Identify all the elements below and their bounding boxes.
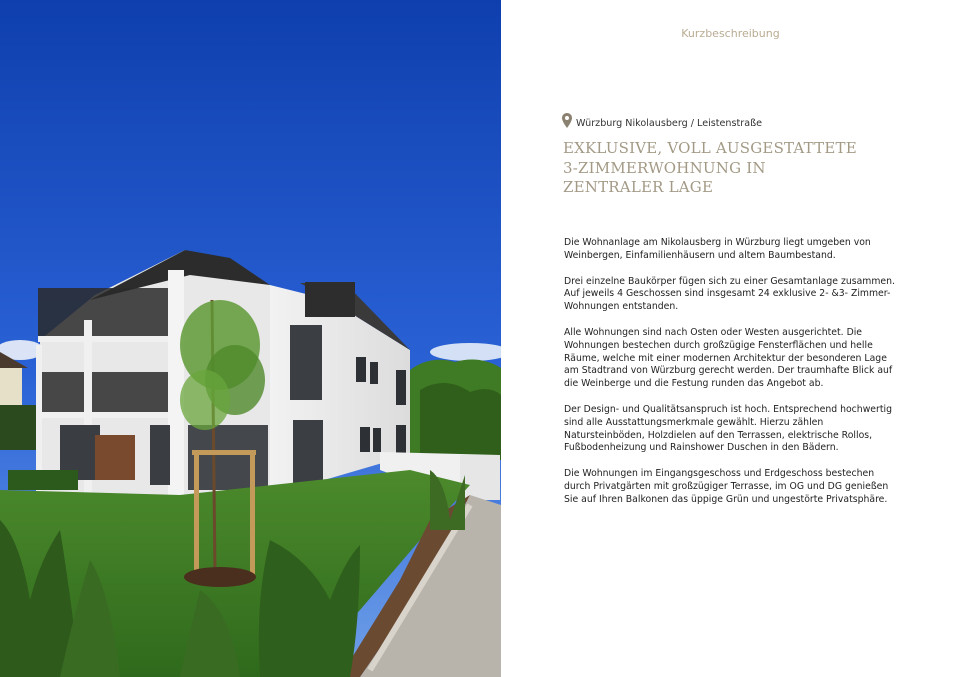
headline-line: 3-ZIMMERWOHNUNG IN [563, 158, 766, 177]
paragraph-buildings [564, 275, 895, 314]
headline-line: ZENTRALER LAGE [563, 178, 714, 196]
text-line: Fußbodenheizung und Rainshower Duschen in den Bädern. [564, 442, 839, 454]
headline-line: EXKLUSIVE, VOLL AUSGESTATTETE [563, 139, 857, 157]
text-line: Der Design- und Qualitätsanspruch ist hoch. Entsprechend hochwertig [564, 403, 892, 415]
description-body [564, 237, 895, 520]
paragraph-location [564, 237, 884, 263]
text-line: Räume, welche mit einer modernen Architektur der besonderen Lage [564, 352, 887, 364]
text-line: die Weinberge und die Festung runden das Angebot ab. [564, 378, 824, 390]
text-line: Drei einzelne Baukörper fügen sich zu einer Gesamtanlage zusammen. [564, 275, 895, 287]
text-line: Natursteinböden, Holzdielen auf den Terrassen, elektrische Rollos, [564, 429, 873, 441]
location-text: Würzburg Nikolausberg / Leistenstraße [576, 117, 763, 129]
text-line: durch Privatgärten mit großzügiger Terrasse, im OG und DG genießen [564, 480, 889, 492]
paragraph-gardens [564, 468, 889, 506]
text-line: Sie auf Ihren Balkonen das üppige Grün und ungestörte Privatsphäre. [564, 493, 888, 505]
description-panel [501, 0, 960, 677]
text-line: Auf jeweils 4 Geschossen sind insgesamt 24 exklusive 2- &3- Zimmer- [564, 288, 891, 300]
text-line: Die Wohnungen im Eingangsgeschoss und Erdgeschoss bestechen [564, 468, 875, 480]
text-line: am Stadtrand von Würzburg gerecht werden. Der traumhafte Blick auf [564, 365, 893, 377]
map-pin-icon [562, 113, 572, 129]
location-line [562, 113, 762, 129]
paragraph-orientation [564, 326, 893, 391]
text-line: Weinbergen, Einfamilienhäusern und altem Baumbestand. [564, 249, 836, 261]
text-line: Die Wohnanlage am Nikolausberg in Würzburg liegt umgeben von [564, 237, 871, 248]
text-line: Wohnungen entstanden. [564, 301, 679, 313]
paragraph-quality [564, 403, 892, 455]
section-label: Kurzbeschreibung [681, 27, 780, 40]
headline [563, 139, 863, 198]
text-line: Wohnungen bestechen durch großzügige Fensterflächen und helle [564, 339, 873, 351]
text-line: Alle Wohnungen sind nach Osten oder Westen ausgerichtet. Die [564, 326, 863, 338]
text-line: sind alle Ausstattungsmerkmale gewählt. Hierzu zählen [564, 416, 824, 428]
